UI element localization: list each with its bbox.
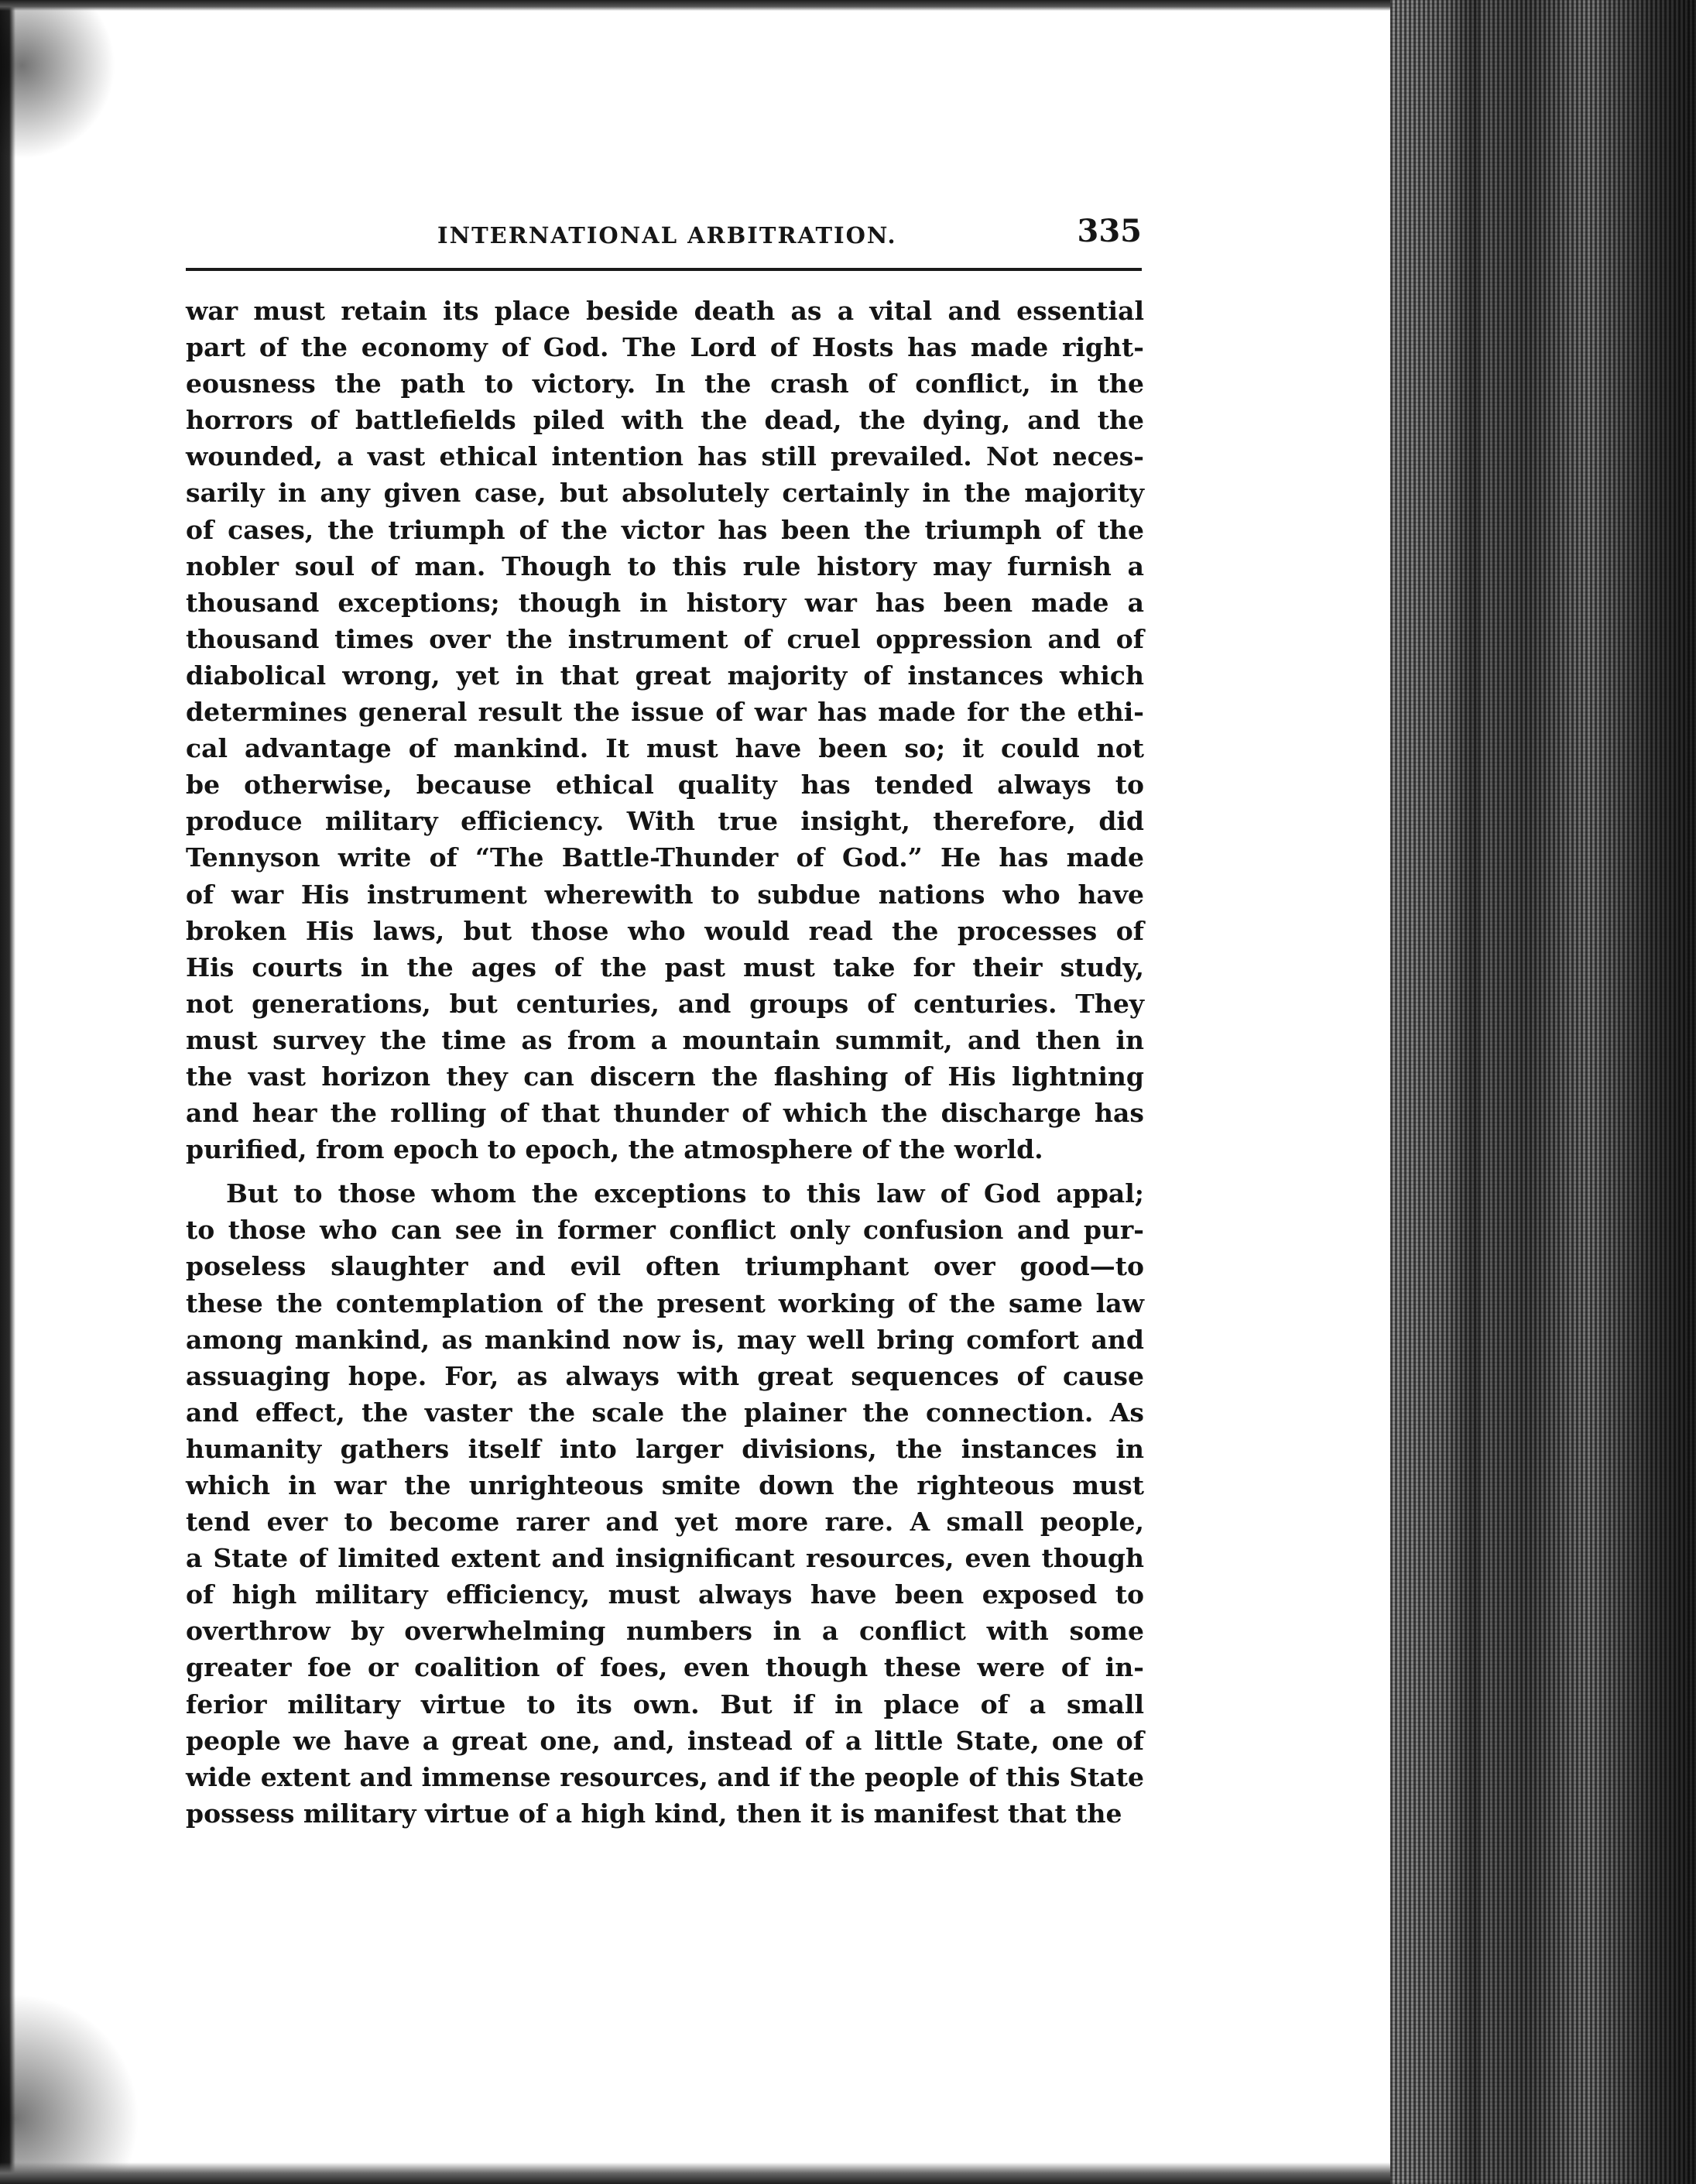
- text-line: among mankind, as mankind now is, may well bring comfort and: [186, 1324, 1144, 1355]
- text-line: wounded, a vast ethical intention has still prevailed. Not neces-: [186, 441, 1144, 472]
- text-line: produce military efficiency. With true insight, therefore, did: [186, 806, 1144, 837]
- running-title: INTERNATIONAL ARBITRATION.: [437, 222, 897, 249]
- text-line: tend ever to become rarer and yet more rare. A small people,: [186, 1507, 1144, 1538]
- top-page-edge-shadow: [0, 0, 1390, 11]
- text-line: thousand exceptions; though in history war has been made a: [186, 587, 1144, 618]
- text-line: of high military efficiency, must always have been exposed to: [186, 1579, 1144, 1610]
- text-line: not generations, but centuries, and groups of centuries. They: [186, 988, 1144, 1019]
- text-line: thousand times over the instrument of cruel oppression and of: [186, 623, 1144, 654]
- text-line: broken His laws, but those who would read the processes of: [186, 915, 1144, 946]
- left-page-margin-shadow: [0, 0, 182, 2184]
- text-line: ferior military virtue to its own. But if in place of a small: [186, 1689, 1144, 1719]
- text-line: humanity gathers itself into larger divisions, the instances in: [186, 1433, 1144, 1464]
- text-line: the vast horizon they can discern the flashing of His lightning: [186, 1061, 1144, 1092]
- text-line: which in war the unrighteous smite down the righteous must: [186, 1470, 1144, 1500]
- text-line: determines general result the issue of war has made for the ethi-: [186, 697, 1144, 728]
- text-line: and effect, the vaster the scale the plainer the connection. As: [186, 1397, 1144, 1428]
- header-rule: [186, 268, 1142, 271]
- text-line: diabolical wrong, yet in that great majority of instances which: [186, 660, 1144, 691]
- text-line: part of the economy of God. The Lord of Hosts has made right-: [186, 332, 1144, 363]
- book-binding-edge: [1390, 0, 1696, 2184]
- paragraph: [186, 293, 1144, 1167]
- text-line: eousness the path to victory. In the crash of conflict, in the: [186, 369, 1144, 399]
- text-line: nobler soul of man. Though to this rule history may furnish a: [186, 550, 1144, 581]
- text-line: assuaging hope. For, as always with great sequences of cause: [186, 1360, 1144, 1391]
- text-line: war must retain its place beside death as a vital and essential: [186, 296, 1144, 326]
- text-line: must survey the time as from a mountain summit, and then in: [186, 1024, 1144, 1055]
- text-line: But to those whom the exceptions to this law of God appal;: [226, 1178, 1144, 1209]
- text-line: purified, from epoch to epoch, the atmosphere of the world.: [186, 1134, 1043, 1165]
- text-line: horrors of battlefields piled with the dead, the dying, and the: [186, 405, 1144, 436]
- page-number: 335: [1077, 213, 1142, 249]
- paragraph: [186, 1175, 1144, 1832]
- binding-gutter-shadow: [1448, 0, 1479, 2184]
- bottom-page-edge-shadow: [0, 2162, 1390, 2184]
- text-line: greater foe or coalition of foes, even though these were of in-: [186, 1652, 1144, 1683]
- text-line: His courts in the ages of the past must take for their study,: [186, 951, 1144, 982]
- paragraph-gap: [186, 1167, 1144, 1175]
- page-header: [190, 213, 1142, 252]
- text-line: Tennyson write of “The Battle-Thunder of God.” He has made: [186, 842, 1144, 873]
- text-line: and hear the rolling of that thunder of which the discharge has: [186, 1098, 1144, 1129]
- text-line: poseless slaughter and evil often triumphant over good—to: [186, 1251, 1144, 1282]
- text-line: overthrow by overwhelming numbers in a conflict with some: [186, 1616, 1144, 1647]
- text-line: a State of limited extent and insignificant resources, even though: [186, 1543, 1144, 1574]
- body-text: [186, 293, 1144, 1832]
- text-line: to those who can see in former conflict only confusion and pur-: [186, 1215, 1144, 1246]
- text-line: of war His instrument wherewith to subdue nations who have: [186, 879, 1144, 910]
- text-line: cal advantage of mankind. It must have been so; it could not: [186, 733, 1144, 764]
- text-line: of cases, the triumph of the victor has been the triumph of the: [186, 514, 1144, 545]
- text-line: sarily in any given case, but absolutely certainly in the majority: [186, 478, 1144, 509]
- text-line: possess military virtue of a high kind, then it is manifest that the: [186, 1798, 1122, 1829]
- text-line: be otherwise, because ethical quality has tended always to: [186, 770, 1144, 801]
- text-line: people we have a great one, and, instead of a little State, one of: [186, 1725, 1144, 1756]
- text-line: wide extent and immense resources, and if the people of this State: [186, 1761, 1144, 1792]
- text-line: these the contemplation of the present working of the same law: [186, 1287, 1144, 1318]
